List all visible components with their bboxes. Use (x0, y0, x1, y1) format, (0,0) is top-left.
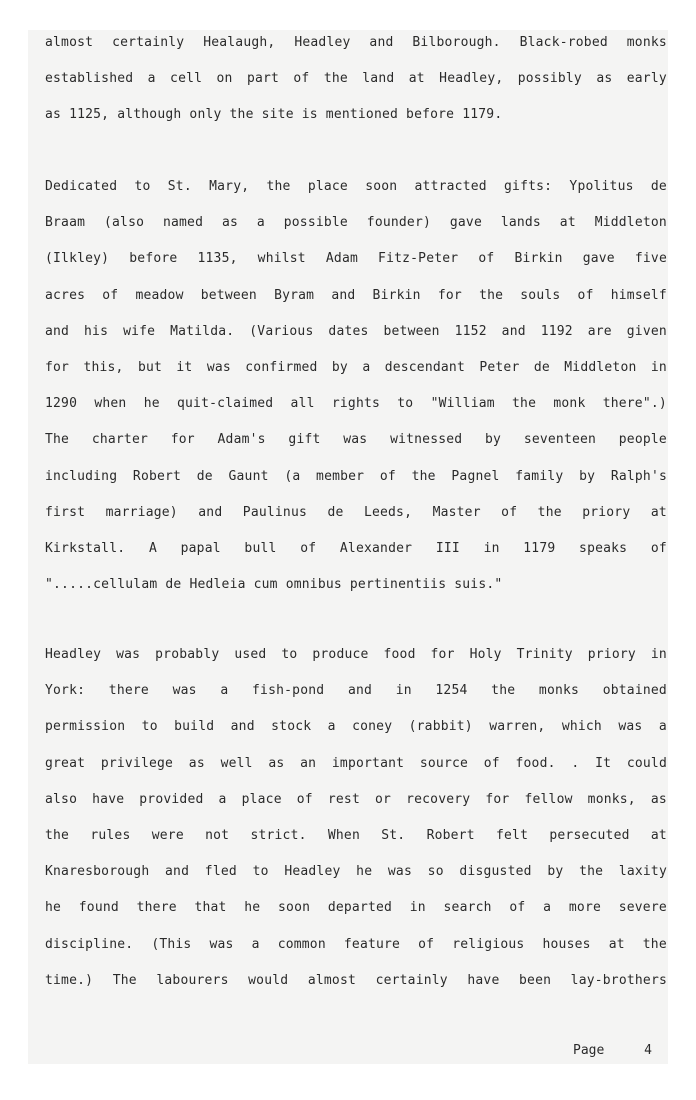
text-line: almost certainly Healaugh, Headley and Bilborough. Black-robed monks (45, 35, 667, 50)
text-line: 1290 when he quit-claimed all rights to "William the monk there".) (45, 396, 667, 412)
page-label: Page (573, 1043, 605, 1058)
text-line: York: there was a fish-pond and in 1254 the monks obtained (45, 683, 667, 699)
text-line: he found there that he soon departed in search of a more severe (45, 900, 667, 916)
page-footer (573, 1043, 652, 1058)
paragraph-2 (45, 169, 667, 603)
text-line: Headley was probably used to produce food for Holy Trinity priory in (45, 647, 667, 662)
text-line: time.) The labourers would almost certainly have been lay-brothers (45, 972, 667, 988)
page-number: 4 (644, 1043, 652, 1058)
text-line: Kirkstall. A papal bull of Alexander III in 1179 speaks of (45, 540, 667, 556)
text-line: for this, but it was confirmed by a descendant Peter de Middleton in (45, 359, 667, 375)
text-line: great privilege as well as an important source of food. . It could (45, 755, 667, 771)
text-line: Knaresborough and fled to Headley he was so disgusted by the laxity (45, 864, 667, 880)
text-line: and his wife Matilda. (Various dates between 1152 and 1192 are given (45, 323, 667, 339)
text-line: ".....cellulam de Hedleia cum omnibus pertinentiis suis." (45, 577, 503, 593)
text-line: Braam (also named as a possible founder) gave lands at Middleton (45, 215, 667, 231)
paragraph-3 (45, 637, 667, 999)
text-line: acres of meadow between Byram and Birkin for the souls of himself (45, 287, 667, 303)
text-line: also have provided a place of rest or recovery for fellow monks, as (45, 791, 667, 807)
text-line: (Ilkley) before 1135, whilst Adam Fitz-Peter of Birkin gave five (45, 251, 667, 267)
text-line: permission to build and stock a coney (rabbit) warren, which was a (45, 719, 667, 735)
text-line: including Robert de Gaunt (a member of the Pagnel family by Ralph's (45, 468, 667, 484)
text-line: established a cell on part of the land at Headley, possibly as early (45, 71, 667, 87)
paragraph-1 (45, 25, 667, 134)
text-line: as 1125, although only the site is mentioned before 1179. (45, 107, 503, 123)
text-line: the rules were not strict. When St. Robert felt persecuted at (45, 827, 667, 843)
text-line: discipline. (This was a common feature of religious houses at the (45, 936, 667, 952)
text-line: The charter for Adam's gift was witnessed by seventeen people (45, 432, 667, 448)
text-line: first marriage) and Paulinus de Leeds, Master of the priory at (45, 504, 667, 520)
text-line: Dedicated to St. Mary, the place soon attracted gifts: Ypolitus de (45, 179, 667, 194)
